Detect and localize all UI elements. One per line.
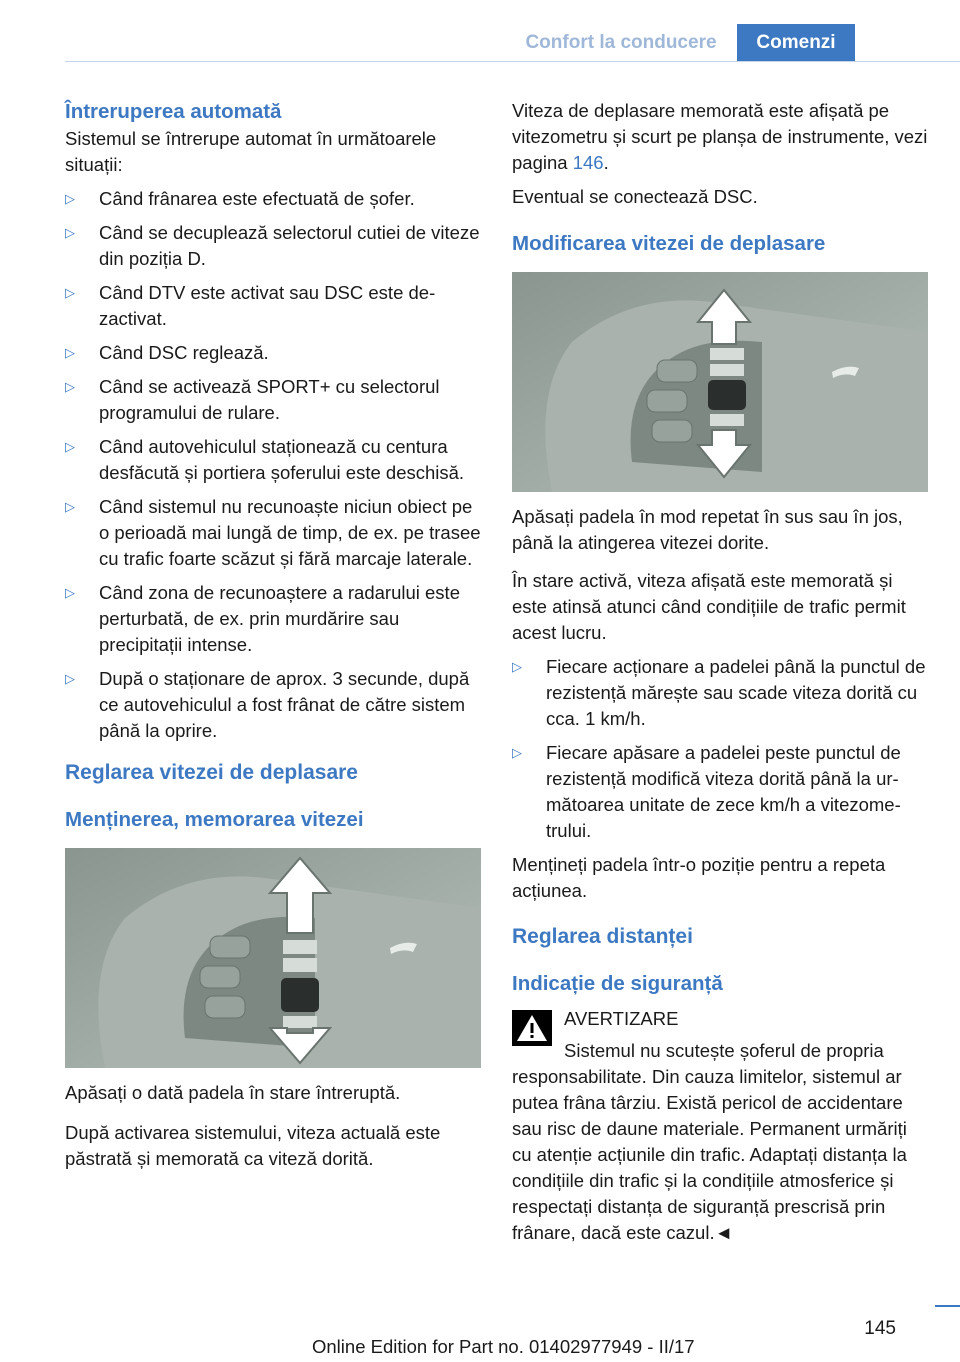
edition-footer: Online Edition for Part no. 01402977949 - II/17 <box>312 1336 695 1357</box>
bullet-triangle-icon: ▷ <box>65 585 75 600</box>
list-item: ▷ După o staționare de aprox. 3 secunde, după ce autovehiculul a fost frânat de către sistem până la oprire. <box>65 668 470 741</box>
bullet-triangle-icon: ▷ <box>65 225 75 240</box>
heading-change-speed: Modificarea vitezei de deplasare <box>512 232 826 255</box>
page-reference-link[interactable]: 146 <box>572 152 604 173</box>
list-item: ▷ Când sistemul nu recunoaște niciun obiect pe o perioadă mai lungă de timp, de ex. pe trasee cu trafic foarte scăzut și fără marcaje laterale. <box>65 496 481 569</box>
warning-label: AVERTIZARE <box>564 1008 679 1029</box>
warning-text: responsabilitate. Din cauza limitelor, sistemul ar putea frâna târziu. Există pericol de accidentare sau risc de daune materiale. Permanent urmăriți cu atenție acțiunile din trafic. Adaptați distanța la condițiile din trafic și la condițiile atmosferice și respectați distanța de siguranță prescrisă prin frânare, dacă este cazul.◄ <box>512 1066 907 1243</box>
steering-wheel-rocker-figure-2 <box>512 272 928 492</box>
paragraph-after-activation: După activarea sistemului, viteza actuală este păstrată și memorată ca viteză dorită. <box>65 1122 441 1169</box>
bullet-triangle-icon: ▷ <box>65 671 75 686</box>
list-item: ▷ Când frânarea este efectuată de șofer. <box>65 186 481 212</box>
warning-triangle-icon <box>512 1010 552 1046</box>
paragraph-stored-speed: Viteza de deplasare memorată este afișată pe vitezometru și scurt pe planșa de instrumente, vezi pagina 146. <box>512 100 928 173</box>
bullet-triangle-icon: ▷ <box>65 499 75 514</box>
left-column <box>65 98 481 1172</box>
instruction-press-once: Apăsați o dată padela în stare întreruptă. <box>65 1082 401 1103</box>
list-item: ▷ Când DTV este activat sau DSC este dezactivat. <box>65 282 436 329</box>
header-chapter-tab: Comenzi <box>737 24 855 61</box>
footer-accent-line <box>935 1305 960 1307</box>
header-section-tab: Confort la conducere <box>525 31 717 53</box>
paragraph-dsc: Eventual se conectează DSC. <box>512 186 758 207</box>
heading-automatic-interruption: Întreruperea automată <box>65 100 282 123</box>
heading-maintain-store-speed: Menținerea, memorarea vitezei <box>65 808 364 831</box>
list-item: ▷ Când DSC reglează. <box>65 340 481 366</box>
list-item: ▷ Când zona de recunoaștere a radarului este perturbată, de ex. prin murdărire sau precipitații intense. <box>65 582 460 655</box>
interruption-list <box>65 186 481 744</box>
steering-wheel-rocker-figure <box>65 848 481 1068</box>
heading-speed-control: Reglarea vitezei de deplasare <box>65 761 358 784</box>
list-item: ▷ Când se decuplează selectorul cutiei de viteze din poziția D. <box>65 222 480 269</box>
page-number: 145 <box>864 1318 896 1339</box>
bullet-triangle-icon: ▷ <box>65 439 75 454</box>
bullet-triangle-icon: ▷ <box>65 379 75 394</box>
list-item: ▷ Fiecare acționare a padelei până la punctul de rezistență mărește sau scade viteza dorită cu cca. 1 km/h. <box>512 656 926 729</box>
bullet-triangle-icon: ▷ <box>65 345 75 360</box>
bullet-triangle-icon: ▷ <box>65 285 75 300</box>
list-item: ▷ Fiecare apăsare a padelei peste punctul de rezistență modifică viteza dorită până la următoarea unitate de zece km/h a vitezometrului. <box>512 742 901 841</box>
heading-distance-control: Reglarea distanței <box>512 925 693 948</box>
bullet-triangle-icon: ▷ <box>512 659 522 674</box>
list-item: ▷ Când autovehiculul staționează cu centura desfăcută și portiera șoferului este deschisă. <box>65 436 465 483</box>
right-column <box>512 98 928 1246</box>
header-divider <box>65 61 960 62</box>
warning-block <box>512 1006 928 1064</box>
bullet-triangle-icon: ▷ <box>65 191 75 206</box>
paragraph-active-state: În stare activă, viteza afișată este memorată și este atinsă atunci când condițiile de trafic permit acest lucru. <box>512 570 906 643</box>
list-item: ▷ Când se activează SPORT+ cu selectorul programului de rulare. <box>65 376 440 423</box>
rocker-action-list <box>512 654 928 844</box>
bullet-triangle-icon: ▷ <box>512 745 522 760</box>
paragraph-hold-rocker: Mențineți padela într-o poziție pentru a repeta acțiunea. <box>512 854 886 901</box>
heading-safety-information: Indicație de siguranță <box>512 972 723 995</box>
warning-line-1: Sistemul nu scutește șoferul de propria <box>564 1040 884 1061</box>
intro-paragraph: Sistemul se întrerupe automat în următoarele situații: <box>65 128 437 175</box>
instruction-press-repeat: Apăsați padela în mod repetat în sus sau în jos, până la atingerea vitezei dorite. <box>512 506 903 553</box>
